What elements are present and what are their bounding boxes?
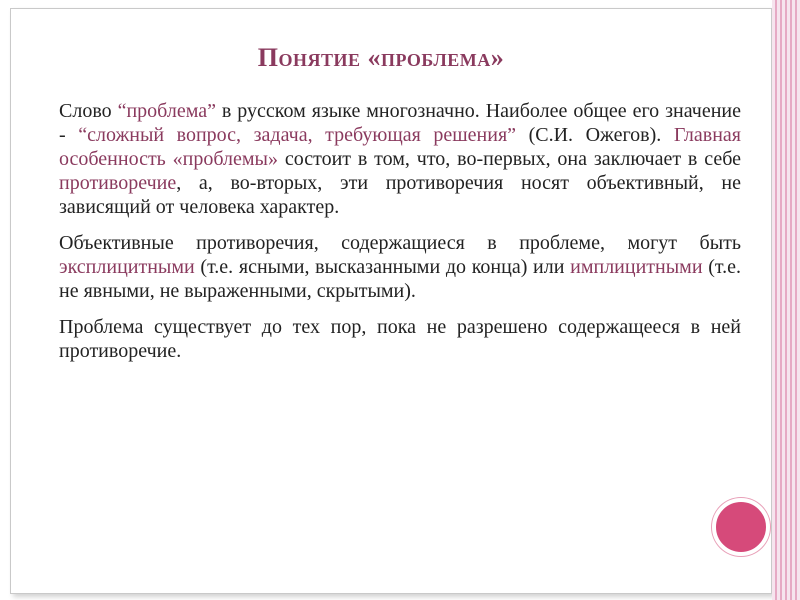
highlight-term: “проблема” [117,100,216,122]
paragraph-definition [59,99,741,219]
text-span: (С.И. Ожегов). [516,124,674,146]
highlight-definition: “сложный вопрос, задача, требующая решения” [78,124,517,146]
decorative-stripes [772,0,800,600]
highlight-contradiction: противоречие [59,172,177,194]
text-span: (т.е. ясными, высказанными до конца) или [194,256,571,278]
text-span: в русском языке многозначно. Наиболее общее его значение - [59,100,741,146]
text-span: Слово [59,100,118,122]
decorative-circle-icon [712,498,770,556]
paragraph-existence [59,315,741,363]
text-span: Проблема существует до тех пор, пока не разрешено содержащееся в ней противоречие. [59,316,741,362]
paragraph-contradictions [59,231,741,303]
highlight-explicit: эксплицитными [59,256,195,278]
text-span: состоит в том, что, во-первых, она заключает в себе [278,148,741,170]
slide-frame [10,8,772,594]
text-span: , а, во-вторых, эти противоречия носят объективный, не зависящий от человека характер. [59,172,741,218]
slide-body [59,99,741,375]
text-span: Объективные противоречия, содержащиеся в проблеме, могут быть [59,232,741,254]
slide-title: Понятие «проблема» [257,43,505,72]
highlight-main-feature: Главная особенность «проблемы» [59,124,741,170]
text-span: (т.е. не явными, не выраженными, скрытыми). [59,256,741,302]
highlight-implicit: имплицитными [570,256,703,278]
